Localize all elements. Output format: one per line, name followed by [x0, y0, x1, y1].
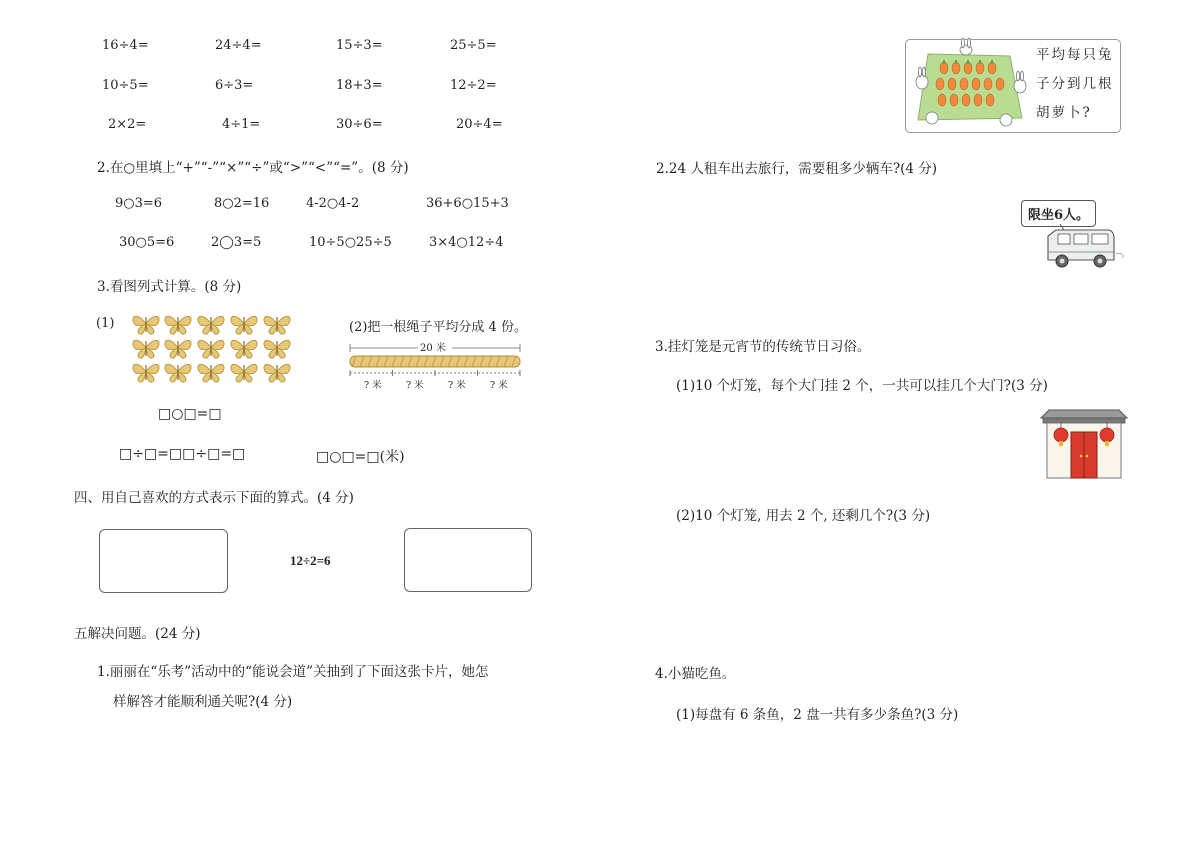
q3-part2-label: (2)把一根绳子平均分成 4 份。 — [349, 320, 527, 335]
fill-item: 4-2○4-2 — [306, 196, 360, 211]
calc-item: 16÷4= — [102, 38, 149, 53]
card-line: 胡萝卜? — [1036, 105, 1092, 121]
blank-equation[interactable]: □○□=□(米) — [316, 449, 405, 465]
fill-item: 10÷5○25÷5 — [309, 235, 392, 250]
card-line: 子分到几根 — [1036, 76, 1114, 92]
fill-item: 3×4○12÷4 — [429, 235, 504, 250]
calc-item: 30÷6= — [336, 117, 383, 132]
r-q2-title: 2.24 人租车出去旅行，需要租多少辆车?(4 分) — [656, 161, 938, 177]
r-q4-sub1: (1)每盘有 6 条鱼，2 盘一共有多少条鱼?(3 分) — [676, 707, 959, 723]
butterfly-group — [130, 312, 295, 384]
rope-length-label: 20 米 — [420, 343, 446, 354]
rope-part-label: ? 米 — [364, 380, 382, 391]
fill-item: 9○3=6 — [115, 196, 163, 211]
calc-item: 15÷3= — [336, 38, 383, 53]
section4-title: 四、用自己喜欢的方式表示下面的算式。(4 分) — [74, 490, 354, 506]
r-q3-title: 3.挂灯笼是元宵节的传统节日习俗。 — [655, 339, 871, 355]
fill-item: 2◯3=5 — [211, 235, 262, 250]
r-q4-title: 4.小猫吃鱼。 — [655, 666, 736, 682]
r-q3-sub1: (1)10 个灯笼，每个大门挂 2 个，一共可以挂几个大门?(3 分) — [676, 378, 1048, 394]
s5-q1-line1: 1.丽丽在“乐考”活动中的“能说会道”关抽到了下面这张卡片，她怎 — [97, 664, 489, 680]
fill-item: 36+6○15+3 — [426, 196, 509, 211]
q2-title: 2.在○里填上“+”“-”“×”“÷”或“>”“<”“=”。(8 分) — [97, 160, 409, 176]
calc-item: 20÷4= — [456, 117, 503, 132]
r-q3-sub2: (2)10 个灯笼, 用去 2 个, 还剩几个?(3 分) — [676, 508, 931, 524]
blank-equation[interactable]: □○□=□ — [158, 406, 222, 422]
calc-item: 25÷5= — [450, 38, 497, 53]
rope-part-label: ? 米 — [448, 380, 466, 391]
q3-part1-label: (1) — [96, 316, 115, 331]
van-illustration — [1042, 222, 1128, 270]
calc-item: 4÷1= — [222, 117, 261, 132]
rope-part-label: ? 米 — [406, 380, 424, 391]
calc-item: 18+3= — [336, 78, 383, 93]
gate-lantern-illustration — [1039, 408, 1129, 480]
q3-title: 3.看图列式计算。(8 分) — [97, 279, 242, 295]
card-text — [1036, 41, 1114, 128]
fill-item: 30○5=6 — [119, 235, 175, 250]
calc-item: 24÷4= — [215, 38, 262, 53]
calc-item: 6÷3= — [215, 78, 254, 93]
fill-item: 8○2=16 — [214, 196, 270, 211]
answer-box-right[interactable] — [404, 528, 532, 592]
calc-item: 12÷2= — [450, 78, 497, 93]
card-line: 平均每只兔 — [1036, 47, 1114, 63]
calc-item: 10÷5= — [102, 78, 149, 93]
answer-box-left[interactable] — [99, 529, 228, 593]
section5-title: 五解决问题。(24 分) — [74, 626, 201, 642]
rope-part-label: ? 米 — [490, 380, 508, 391]
rabbit-carrot-illustration — [910, 42, 1030, 130]
section4-expression: 12÷2=6 — [290, 553, 331, 568]
calc-item: 2×2= — [108, 117, 147, 132]
blank-equation[interactable]: □÷□=□□÷□=□ — [119, 446, 246, 462]
capacity-sign: 限坐6人。 — [1021, 200, 1096, 227]
s5-q1-line2: 样解答才能顺利通关呢?(4 分) — [113, 694, 293, 710]
